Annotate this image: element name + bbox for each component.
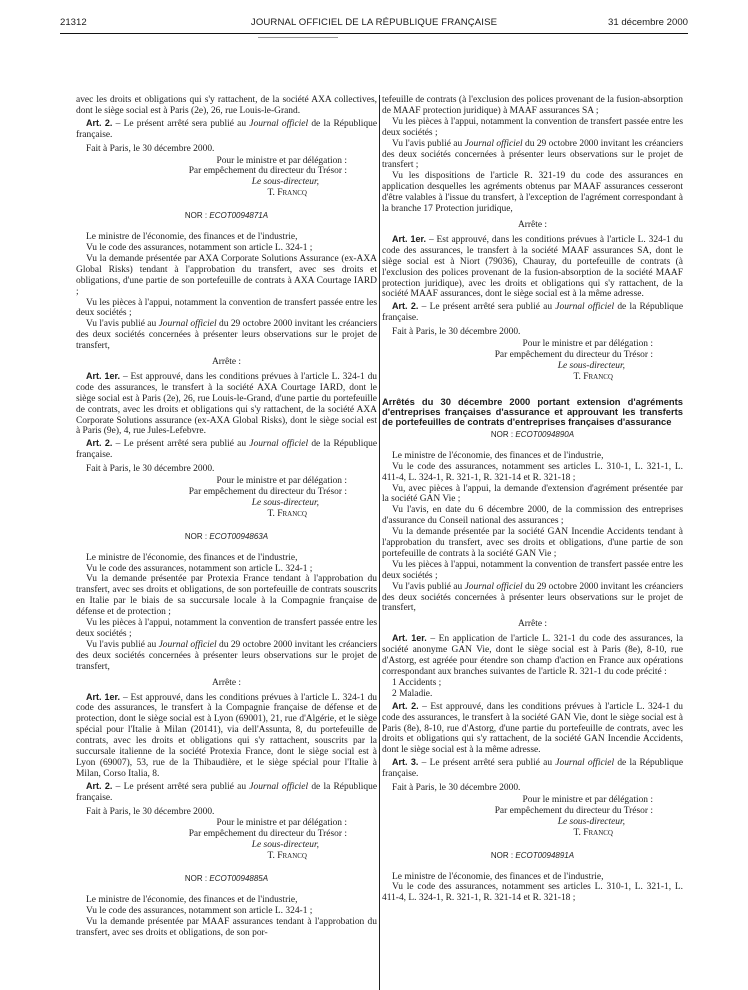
- paragraph: tefeuille de contrats (à l'exclusion des polices provenant de la fusion-absorption de MAAF protection juridique) à MAAF assurances SA ;: [382, 95, 683, 116]
- nor-reference: NOR : ECOT0094863A: [184, 531, 269, 541]
- article-1: Art. 1er. – Est approuvé, dans les conditions prévues à l'article L. 324-1 du code des assurances, le transfert à la Compagnie française de défense et de protection, dont le siège social est à Lyon (69001), 21, rue d'Algérie, et le siège spécial pour l'Italie à Milan (20141), via dell'Assunta, 8, du portefeuille de contrats, avec les droits et obligations qui s'y rattachent, souscrits par la succursale italienne de la société Protexia France, dont le siège social est à Lyon (69007), 53, rue de la Thibaudière, et le siège spécial pour l'Italie à Milan, Corso Italia, 8.: [76, 691, 377, 779]
- signature-block: Pour le ministre et par délégation : Par empêchement du directeur du Trésor : Le sous-directeur, T. Francq: [494, 339, 653, 382]
- arrete-heading: Arrête :: [211, 357, 242, 368]
- signature-block: Pour le ministre et par délégation : Par empêchement du directeur du Trésor : Le sous-directeur, T. Francq: [188, 476, 347, 519]
- paragraph: Le ministre de l'économie, des finances et de l'industrie,: [392, 871, 604, 882]
- paragraph: Vu le code des assurances, notamment son article L. 324-1 ;: [86, 242, 313, 253]
- article-2: Art. 2. – Le présent arrêté sera publié au Journal officiel de la République française.: [76, 780, 377, 803]
- paragraph: Vu l'avis publié au Journal officiel du 29 octobre 2000 invitant les créanciers des deux sociétés concernées à présenter leurs observations sur le projet de transfert,: [76, 639, 377, 672]
- nor-reference: NOR : ECOT0094891A: [490, 850, 575, 860]
- paragraph: Vu les pièces à l'appui, notamment la convention de transfert passée entre les deux sociétés ;: [76, 618, 377, 639]
- paragraph: Le ministre de l'économie, des finances et de l'industrie,: [86, 895, 298, 905]
- branch-list: [382, 678, 683, 700]
- nor-reference: NOR : ECOT0094885A: [184, 874, 269, 884]
- section-title: Arrêtés du 30 décembre 2000 portant extension d'agréments d'entreprises françaises d'assurance et approuvant les transferts de portefeuilles de contrats d'entreprises françaises d'assurance: [382, 395, 683, 428]
- page-header: [60, 17, 688, 31]
- date-line: Fait à Paris, le 30 décembre 2000.: [392, 783, 521, 794]
- paragraph: Vu la demande présentée par MAAF assurances tendant à l'approbation du transfert, avec ses droits et obligations, de son por-: [76, 916, 377, 938]
- paragraph: Vu le code des assurances, notamment son article L. 324-1 ;: [86, 563, 313, 574]
- signature-block: Pour le ministre et par délégation : Par empêchement du directeur du Trésor : Le sous-directeur, T. Francq: [494, 794, 653, 838]
- article-label: Art. 2.: [86, 117, 113, 128]
- paragraph: Vu le code des assurances, notamment ses articles L. 310-1, L. 321-1, L. 411-4, L. 324-1, R. 321-1, R. 321-14 et R. 321-18 ;: [382, 882, 683, 904]
- right-column: [382, 95, 683, 985]
- paragraph: Le ministre de l'économie, des finances et de l'industrie,: [86, 232, 298, 243]
- arrete-heading: Arrête :: [517, 219, 548, 230]
- date-line: Fait à Paris, le 30 décembre 2000.: [86, 464, 215, 475]
- list-item: 1 Accidents ;: [392, 677, 442, 688]
- paragraph: Vu l'avis publié au Journal officiel du 29 octobre 2000 invitant les créanciers des deux sociétés concernées à présenter leurs observations sur le projet de transfert,: [382, 581, 683, 614]
- list-item: 2 Maladie.: [392, 688, 433, 699]
- article-1: Art. 1er. – Est approuvé, dans les conditions prévues à l'article L. 324-1 du code des assurances, le transfert à la société AXA Courtage IARD, dont le siège social est à Paris (2e), 26, rue Louis-le-Grand, d'une partie du portefeuille de contrats, avec les droits et obligations qui s'y rattachent, de la société AXA Corporate Solutions assurance (ex-AXA Global Risks), dont le siège social est à Paris (9e), 4, rue Jules-Lefebvre.: [76, 370, 377, 437]
- header-subrule: [258, 37, 338, 38]
- paragraph: Vu la demande présentée par la société GAN Incendie Accidents tendant à l'approbation du transfert, avec ses droits et obligations, d'une partie de son portefeuille de contrats à la société GAN Vie ;: [382, 527, 683, 559]
- paragraph: Vu la demande présentée par AXA Corporate Solutions Assurance (ex-AXA Global Risks) tendant à l'approbation du transfert, avec ses droits et obligations, d'une partie de son portefeuille de contrats à AXA Courtage IARD ;: [76, 253, 377, 297]
- journal-title: JOURNAL OFFICIEL DE LA RÉPUBLIQUE FRANÇAISE: [250, 17, 498, 28]
- paragraph: Vu le code des assurances, notamment son article L. 324-1 ;: [86, 905, 313, 916]
- column-divider: [379, 95, 380, 990]
- paragraph: Vu, avec pièces à l'appui, la demande d'extension d'agrément présentée par la société GAN Vie ;: [382, 483, 683, 505]
- paragraph: Vu la demande présentée par Protexia France tendant à l'approbation du transfert, avec ses droits et obligations, de son portefeuille de contrats souscrits en Italie par le biais de sa succursale locale à la Compagnie française de défense et de protection ;: [76, 574, 377, 618]
- paragraph: Le ministre de l'économie, des finances et de l'industrie,: [86, 552, 298, 563]
- issue-date: 31 décembre 2000: [607, 17, 688, 28]
- signature-block: Pour le ministre et par délégation : Par empêchement du directeur du Trésor : Le sous-directeur, T. Francq: [188, 818, 347, 862]
- arrete-heading: Arrête :: [517, 619, 548, 630]
- article-2: Art. 2. – Le présent arrêté sera publié au Journal officiel de la République française.: [382, 301, 683, 324]
- paragraph: Vu le code des assurances, notamment ses articles L. 310-1, L. 321-1, L. 411-4, L. 324-1, R. 321-1, R. 321-14 et R. 321-18 ;: [382, 461, 683, 483]
- page-number: 21312: [60, 17, 87, 28]
- paragraph: Vu l'avis publié au Journal officiel du 29 octobre 2000 invitant les créanciers des deux sociétés concernées à présenter leurs observations sur le projet de transfert,: [76, 319, 377, 352]
- date-line: Fait à Paris, le 30 décembre 2000.: [392, 327, 521, 338]
- article-2: Art. 2. – Est approuvé, dans les conditions prévues à l'article L. 324-1 du code des assurances, le transfert à la société GAN Vie, dont le siège social est à Paris (8e), 8-10, rue d'Astorg, d'une partie du portefeuille de contrats, avec les droits et obligations qui s'y rattachent, de la société GAN Incendie Accidents, dont le siège social est à la même adresse.: [382, 700, 683, 756]
- paragraph: Le ministre de l'économie, des finances et de l'industrie,: [392, 450, 604, 461]
- article-1: Art. 1er. – Est approuvé, dans les conditions prévues à l'article L. 324-1 du code des assurances, le transfert à la société MAAF assurances SA, dont le siège social est à Niort (79036), Chauray, du portefeuille de contrats (à l'exclusion des polices provenant de la fusion-absorption de la société MAAF protection juridique), avec les droits et obligations qui s'y rattachent, de la société MAAF assurances, dont le siège social est à la même adresse.: [382, 233, 683, 300]
- date-line: Fait à Paris, le 30 décembre 2000.: [86, 806, 215, 817]
- paragraph: Vu l'avis, en date du 6 décembre 2000, de la commission des entreprises d'assurance du Conseil national des assurances ;: [382, 505, 683, 527]
- article-2: Art. 2. – Le présent arrêté sera publié au Journal officiel de la République française.: [76, 117, 377, 140]
- paragraph: Vu les dispositions de l'article R. 321-19 du code des assurances en application desquelles les agréments obtenus par MAAF assurances cesseront d'être valables à l'issue du transfert, à l'exception de l'agrément correspondant à la branche 17 Protection juridique,: [382, 171, 683, 215]
- paragraph: Vu les pièces à l'appui, notamment la convention de transfert passée entre les deux sociétés ;: [76, 297, 377, 319]
- article-1: Art. 1er. – En application de l'article L. 321-1 du code des assurances, la société anonyme GAN Vie, dont le siège social est à Paris (8e), 8-10, rue d'Astorg, est agréée pour étendre son champ d'action en France aux opérations correspondant aux branches suivantes de l'article R. 321-1 du code précité :: [382, 633, 683, 677]
- header-rule: [60, 33, 688, 34]
- paragraph: Vu les pièces à l'appui, notamment la convention de transfert passée entre les deux sociétés ;: [382, 559, 683, 581]
- left-column: [76, 95, 377, 985]
- paragraph: Vu l'avis publié au Journal officiel du 29 octobre 2000 invitant les créanciers des deux sociétés concernées à présenter leurs observations sur le projet de transfert ;: [382, 138, 683, 171]
- signature-block: Pour le ministre et par délégation : Par empêchement du directeur du Trésor : Le sous-directeur, T. Francq: [188, 155, 347, 199]
- arrete-heading: Arrête :: [211, 677, 242, 688]
- paragraph: Vu les pièces à l'appui, notamment la convention de transfert passée entre les deux sociétés ;: [382, 116, 683, 138]
- nor-reference: NOR : ECOT0094871A: [184, 211, 269, 221]
- article-3: Art. 3. – Le présent arrêté sera publié au Journal officiel de la République française.: [382, 757, 683, 780]
- date-line: Fait à Paris, le 30 décembre 2000.: [86, 143, 215, 154]
- article-2: Art. 2. – Le présent arrêté sera publié au Journal officiel de la République française.: [76, 438, 377, 461]
- nor-reference: NOR : ECOT0094890A: [490, 429, 575, 439]
- paragraph: avec les droits et obligations qui s'y rattachent, de la société AXA collectives, dont le siège social est à Paris (2e), 26, rue Louis-le-Grand.: [76, 95, 377, 116]
